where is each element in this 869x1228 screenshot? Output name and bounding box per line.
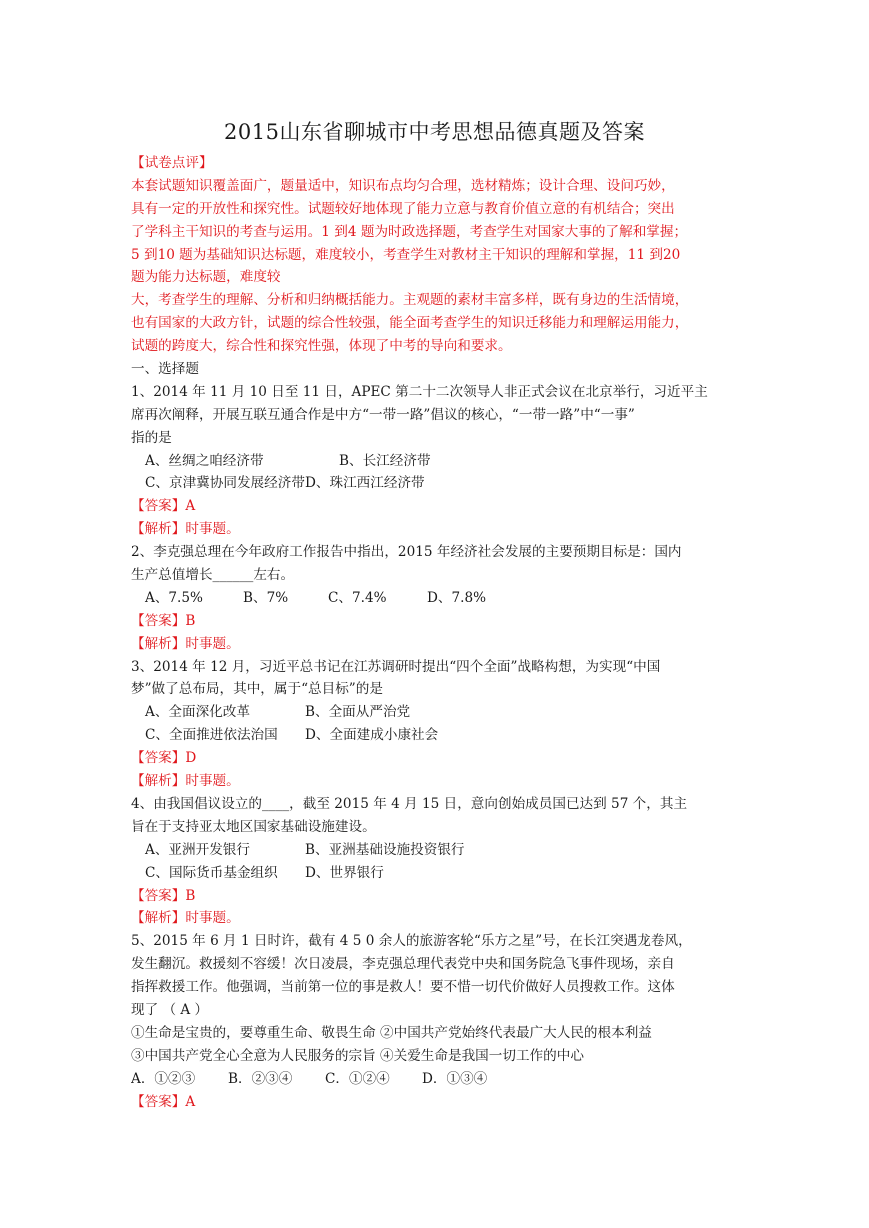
question-stem-line: 指挥救援工作。他强调，当前第一位的事是救人！要不惜一切代价做好人员搜救工作。这体 (131, 979, 675, 996)
question-stem-line: 4、由我国倡议设立的____，截至 2015 年 4 月 15 日，意向创始成员国已达到 57 个，其主 (131, 795, 688, 812)
statement-line: ③中国共产党全心全意为人民服务的宗旨 ④关爱生命是我国一切工作的中心 (131, 1047, 584, 1064)
option-b: B．②③④ (228, 1070, 293, 1087)
statement-line: ①生命是宝贵的，要尊重生命、敬畏生命 ②中国共产党始终代表最广大人民的根本利益 (131, 1024, 652, 1041)
question-stem-line: 现了 （ A ） (131, 1001, 209, 1018)
question-stem-line: 3、2014 年 12 月，习近平总书记在江苏调研时提出“四个全面”战略构想，为实现“中国 (131, 658, 661, 675)
review-line: 大，考查学生的理解、分析和归纳概括能力。主观题的素材丰富多样，既有身边的生活情境， (131, 292, 689, 309)
option-c: C．①②④ (325, 1070, 390, 1087)
option-b: B、7% (243, 589, 289, 606)
option-row (131, 587, 741, 610)
analysis-line: 【解析】时事题。 (131, 521, 240, 538)
option-a: A．①②③ (131, 1070, 196, 1087)
document-title: 2015山东省聊城市中考思想品德真题及答案 (224, 120, 645, 144)
option-a: A、丝绸之咱经济带 (145, 452, 264, 469)
option-d: D、珠江西江经济带 (305, 475, 425, 492)
option-d: D、全面建成小康社会 (305, 727, 439, 744)
document-body (131, 152, 741, 1113)
option-d: D、7.8% (427, 589, 487, 606)
question-stem-line: 1、2014 年 11 月 10 日至 11 日，APEC 第二十二次领导人非正式会议在北京举行，习近平主 (131, 383, 708, 400)
question-stem-line: 5、2015 年 6 月 1 日时许，截有 4 5 0 余人的旅游客轮“乐方之星”号，在长江突遇龙卷风， (131, 933, 692, 950)
answer-line: 【答案】A (131, 498, 196, 515)
option-b: B、全面从严治党 (305, 704, 411, 721)
question-stem-line: 生产总值增长______左右。 (131, 567, 295, 584)
question-stem-line: 发生翻沉。救援刻不容缓！次日凌晨，李克强总理代表党中央和国务院急飞事件现场，亲自 (131, 956, 675, 973)
answer-line: 【答案】A (131, 1093, 196, 1110)
option-row (131, 724, 741, 747)
section-heading: 一、选择题 (131, 361, 199, 378)
answer-line: 【答案】D (131, 750, 197, 767)
option-d: D．①③④ (422, 1070, 488, 1087)
question-stem-line: 旨在于支持亚太地区国家基础设施建设。 (131, 818, 376, 835)
option-a: A、全面深化改革 (145, 704, 250, 721)
option-b: B、亚洲基础设施投资银行 (305, 841, 465, 858)
option-row (131, 701, 741, 724)
option-d: D、世界银行 (305, 864, 384, 881)
option-row (131, 472, 741, 495)
option-row (131, 1068, 741, 1091)
review-line: 也有国家的大政方针，试题的综合性较强，能全面考查学生的知识迁移能力和理解运用能力， (131, 315, 689, 332)
review-line: 5 到10 题为基础知识达标题，难度较小，考查学生对教材主干知识的理解和掌握，11 到20 (131, 246, 681, 263)
review-line: 本套试题知识覆盖面广，题量适中，知识布点均匀合理，选材精炼；设计合理、设问巧妙， (131, 177, 675, 194)
option-row (131, 450, 741, 473)
option-c: C、国际货币基金组织 (145, 864, 278, 881)
review-line: 了学科主干知识的考查与运用。1 到4 题为时政选择题，考查学生对国家大事的了解和掌握； (131, 223, 688, 240)
analysis-line: 【解析】时事题。 (131, 910, 240, 927)
answer-line: 【答案】B (131, 612, 196, 629)
review-line: 试题的跨度大，综合性和探究性强，体现了中考的导向和要求。 (131, 338, 512, 355)
review-line: 题为能力达标题，难度较 (131, 269, 281, 286)
option-row (131, 862, 741, 885)
review-line: 具有一定的开放性和探究性。试题较好地体现了能力立意与教育价值立意的有机结合；突出 (131, 200, 675, 217)
question-stem-line: 席再次阐释，开展互联互通合作是中方“一带一路”倡议的核心，“一带一路”中“一事” (131, 406, 635, 423)
answer-line: 【答案】B (131, 887, 196, 904)
option-a: A、7.5% (145, 589, 203, 606)
option-row (131, 839, 741, 862)
question-stem-line: 指的是 (131, 429, 172, 446)
option-c: C、7.4% (328, 589, 387, 606)
option-c: C、全面推进依法治国 (145, 727, 278, 744)
option-c: C、京津冀协同发展经济带 (145, 475, 305, 492)
analysis-line: 【解析】时事题。 (131, 635, 240, 652)
analysis-line: 【解析】时事题。 (131, 773, 240, 790)
option-b: B、长江经济带 (339, 452, 431, 469)
question-stem-line: 2、李克强总理在今年政府工作报告中指出，2015 年经济社会发展的主要预期目标是：国内 (131, 544, 682, 561)
option-a: A、亚洲开发银行 (145, 841, 250, 858)
review-heading: 【试卷点评】 (131, 155, 213, 171)
question-stem-line: 梦”做了总布局，其中，属于“总目标”的是 (131, 681, 383, 698)
